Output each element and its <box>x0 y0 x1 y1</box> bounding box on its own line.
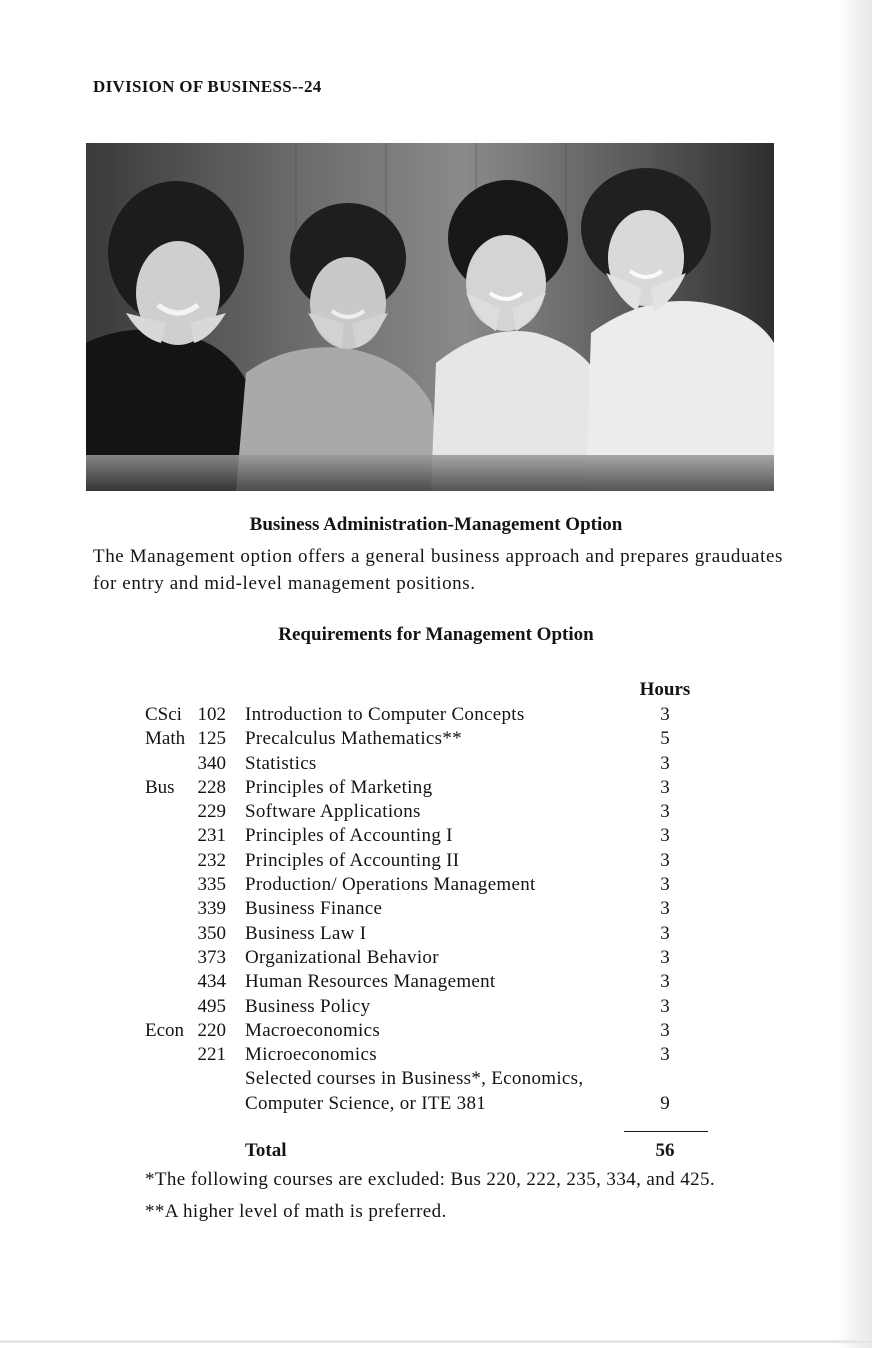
course-row <box>0 776 872 800</box>
course-title: Introduction to Computer Concepts <box>245 704 525 725</box>
footnote-excluded-courses: *The following courses are excluded: Bus 220, 222, 235, 334, and 425. <box>145 1169 716 1190</box>
course-list <box>0 703 872 1116</box>
page-header: DIVISION OF BUSINESS--24 <box>93 77 322 96</box>
course-title: Production/ Operations Management <box>245 874 536 896</box>
course-hours: 3 <box>660 922 670 944</box>
course-row <box>0 1019 872 1043</box>
course-number: 228 <box>197 776 226 798</box>
course-number: 335 <box>197 874 226 896</box>
course-title: Principles of Accounting II <box>245 849 460 871</box>
course-row <box>0 703 872 727</box>
total-hours: 56 <box>655 1140 675 1161</box>
course-hours: 3 <box>660 1044 670 1066</box>
course-hours: 3 <box>660 971 670 993</box>
course-title: Statistics <box>245 752 317 774</box>
course-hours: 3 <box>660 776 670 798</box>
course-hours: 3 <box>660 849 670 871</box>
course-title: Principles of Accounting I <box>245 825 453 847</box>
course-number: 495 <box>197 995 226 1017</box>
course-dept: CSci <box>145 704 182 725</box>
section-title: Business Administration-Management Option <box>249 514 623 535</box>
course-hours: 3 <box>660 801 670 823</box>
page-edge-shadow <box>838 0 872 1348</box>
course-title: Organizational Behavior <box>245 946 439 968</box>
requirements-title: Requirements for Management Option <box>278 624 594 645</box>
page-bottom-edge <box>0 1340 872 1343</box>
course-number: 339 <box>197 898 226 920</box>
course-row <box>0 922 872 946</box>
course-row <box>0 824 872 848</box>
course-number: 102 <box>197 704 226 725</box>
course-title: Microeconomics <box>245 1044 377 1066</box>
hours-column-header: Hours <box>639 679 691 700</box>
course-hours: 3 <box>660 752 670 774</box>
course-title: Business Finance <box>245 898 383 920</box>
course-title: Software Applications <box>245 801 421 823</box>
course-dept: Math <box>145 728 186 750</box>
course-number: 373 <box>197 946 226 968</box>
course-title: Macroeconomics <box>245 1019 381 1041</box>
course-row <box>0 946 872 970</box>
course-number: 221 <box>197 1044 226 1066</box>
course-dept: Econ <box>145 1019 185 1041</box>
elective-row-line2 <box>0 1092 872 1116</box>
course-hours: 3 <box>660 1019 670 1041</box>
course-hours: 3 <box>660 995 670 1017</box>
course-hours: 5 <box>660 728 670 750</box>
course-title: Principles of Marketing <box>245 776 433 798</box>
course-dept: Bus <box>145 776 175 798</box>
course-row <box>0 849 872 873</box>
intro-paragraph: The Management option offers a general business approach and prepares grauduates for entry and mid-level management positions. <box>93 546 783 594</box>
course-row <box>0 970 872 994</box>
course-title: Human Resources Management <box>245 971 496 993</box>
course-number: 220 <box>197 1019 226 1041</box>
elective-row-line1 <box>0 1067 872 1091</box>
course-row <box>0 752 872 776</box>
course-title: Business Law I <box>245 922 367 944</box>
course-row <box>0 727 872 751</box>
course-number: 125 <box>197 728 226 750</box>
elective-text-line2: Computer Science, or ITE 381 <box>245 1092 487 1114</box>
footnote-math-preference: **A higher level of math is preferred. <box>145 1201 447 1222</box>
course-number: 350 <box>197 922 226 944</box>
course-number: 434 <box>197 971 226 993</box>
course-title: Precalculus Mathematics** <box>245 728 462 750</box>
course-hours: 3 <box>660 898 670 920</box>
course-hours: 3 <box>660 825 670 847</box>
course-number: 231 <box>197 825 226 847</box>
course-row <box>0 1043 872 1067</box>
group-photo <box>86 143 774 491</box>
course-number: 340 <box>197 752 226 774</box>
total-divider <box>624 1131 708 1132</box>
elective-hours: 9 <box>660 1092 670 1114</box>
course-row <box>0 995 872 1019</box>
course-hours: 3 <box>660 704 670 725</box>
elective-text-line1: Selected courses in Business*, Economics, <box>245 1068 584 1090</box>
course-title: Business Policy <box>245 995 371 1017</box>
course-number: 232 <box>197 849 226 871</box>
course-number: 229 <box>197 801 226 823</box>
course-hours: 3 <box>660 946 670 968</box>
total-label: Total <box>245 1140 287 1161</box>
course-hours: 3 <box>660 874 670 896</box>
course-row <box>0 897 872 921</box>
course-row <box>0 873 872 897</box>
course-row <box>0 800 872 824</box>
